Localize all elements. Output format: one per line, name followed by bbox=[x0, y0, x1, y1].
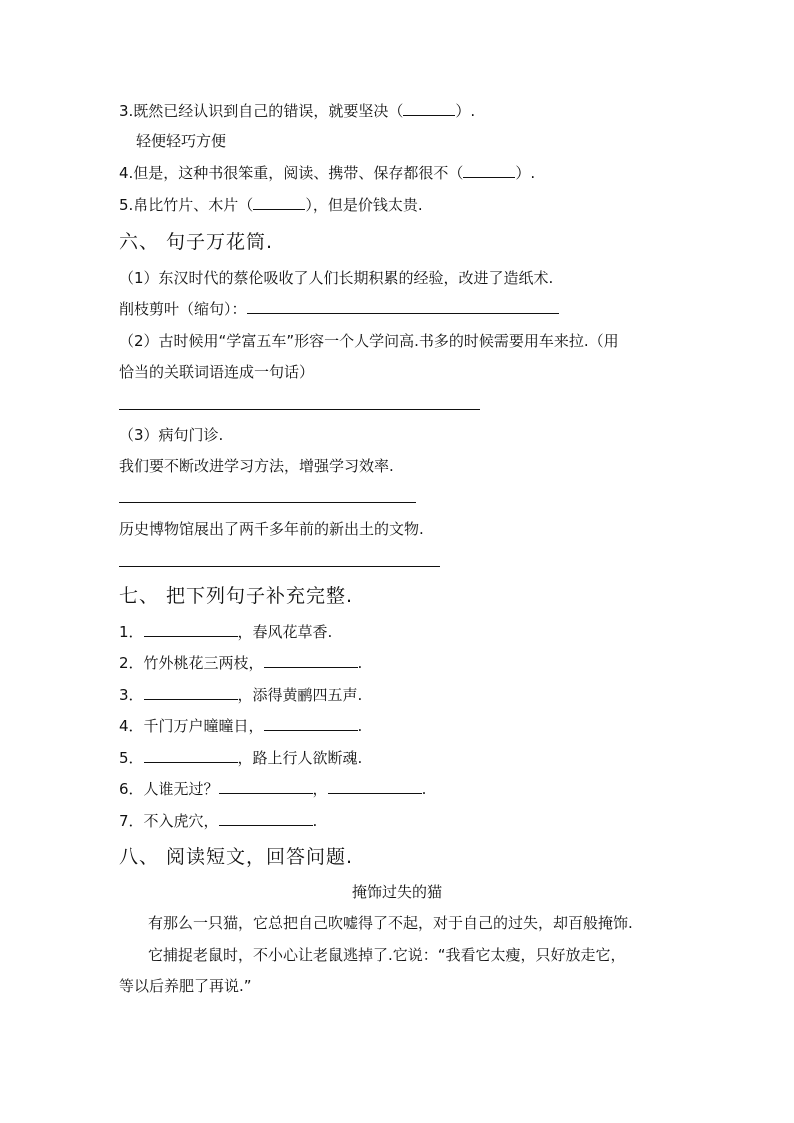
prompt-label: 削枝剪叶（缩句）： bbox=[119, 300, 247, 318]
question-3-text: 3.既然已经认识到自己的错误，就要坚决（ bbox=[119, 102, 404, 120]
answer-blank[interactable] bbox=[144, 685, 238, 700]
section-6-item-3: （3）病句门诊. bbox=[119, 426, 224, 444]
poem-end: . bbox=[357, 654, 363, 672]
poem-item-4 bbox=[119, 716, 362, 736]
poem-text: ，添得黄鹂四五声. bbox=[237, 686, 363, 704]
answer-blank[interactable] bbox=[264, 716, 358, 731]
question-5-text: 5.帛比竹片、木片（ bbox=[119, 196, 254, 214]
question-4-end: ）. bbox=[515, 164, 536, 182]
story-paragraph-1: 有那么一只猫，它总把自己吹嘘得了不起，对于自己的过失，却百般掩饰. bbox=[148, 914, 633, 932]
story-title: 掩饰过失的猫 bbox=[351, 883, 442, 901]
poem-end: . bbox=[421, 780, 427, 798]
answer-line[interactable] bbox=[119, 502, 416, 503]
story-paragraph-2-line-1: 它捕捉老鼠时，不小心让老鼠逃掉了.它说：“我看它太瘦，只好放走它， bbox=[148, 946, 626, 964]
section-7-heading: 七、 把下列句子补充完整. bbox=[119, 585, 354, 607]
answer-blank[interactable] bbox=[328, 779, 422, 794]
item-number: 1． bbox=[119, 623, 144, 641]
poem-text: 7．不入虎穴， bbox=[119, 812, 219, 830]
poem-text: ，春风花草香. bbox=[237, 623, 333, 641]
question-3 bbox=[119, 101, 475, 121]
answer-blank[interactable] bbox=[463, 163, 515, 178]
poem-item-3 bbox=[119, 685, 362, 705]
item-number: 5． bbox=[119, 749, 144, 767]
story-paragraph-2-line-2: 等以后养肥了再说.” bbox=[119, 977, 252, 995]
faulty-sentence-b: 历史博物馆展出了两千多年前的新出土的文物. bbox=[119, 520, 424, 538]
poem-text: ，路上行人欲断魂. bbox=[237, 749, 363, 767]
faulty-sentence-a: 我们要不断改进学习方法，增强学习效率. bbox=[119, 457, 394, 475]
section-6-item-1: （1）东汉时代的蔡伦吸收了人们长期积累的经验，改进了造纸术. bbox=[119, 269, 554, 287]
question-4-text: 4.但是，这种书很笨重，阅读、携带、保存都很不（ bbox=[119, 164, 464, 182]
answer-blank[interactable] bbox=[253, 195, 305, 210]
answer-blank[interactable] bbox=[144, 748, 238, 763]
section-6-item-2-line-1: （2）古时候用“学富五车”形容一个人学问高.书多的时候需要用车来拉.（用 bbox=[119, 332, 619, 350]
answer-blank[interactable] bbox=[219, 779, 313, 794]
question-4 bbox=[119, 163, 535, 183]
answer-line[interactable] bbox=[119, 566, 440, 567]
section-6-item-2-line-2: 恰当的关联词语连成一句话） bbox=[119, 363, 315, 381]
poem-item-5 bbox=[119, 748, 362, 768]
answer-line[interactable] bbox=[119, 409, 480, 410]
poem-text: 2．竹外桃花三两枝， bbox=[119, 654, 264, 672]
question-5-end: ），但是价钱太贵. bbox=[305, 196, 423, 214]
poem-item-6 bbox=[119, 779, 426, 799]
poem-item-2 bbox=[119, 653, 362, 673]
poem-item-1 bbox=[119, 622, 332, 642]
answer-blank[interactable] bbox=[144, 622, 238, 637]
section-6-heading: 六、 句子万花筒. bbox=[119, 231, 274, 253]
poem-text: 4．千门万户曈曈日， bbox=[119, 717, 264, 735]
answer-blank[interactable] bbox=[219, 811, 313, 826]
section-8-heading: 八、 阅读短文，回答问题. bbox=[119, 846, 354, 868]
poem-separator: ， bbox=[312, 780, 328, 798]
answer-line[interactable] bbox=[247, 299, 559, 314]
word-bank: 轻便轻巧方便 bbox=[136, 132, 227, 150]
poem-item-7 bbox=[119, 811, 317, 831]
question-5 bbox=[119, 195, 423, 215]
poem-end: . bbox=[312, 812, 318, 830]
answer-blank[interactable] bbox=[264, 653, 358, 668]
poem-text: 6．人谁无过？ bbox=[119, 780, 219, 798]
section-6-item-1-prompt bbox=[119, 299, 559, 319]
poem-end: . bbox=[357, 717, 363, 735]
answer-blank[interactable] bbox=[403, 101, 455, 116]
item-number: 3． bbox=[119, 686, 144, 704]
question-3-end: ）. bbox=[455, 102, 476, 120]
